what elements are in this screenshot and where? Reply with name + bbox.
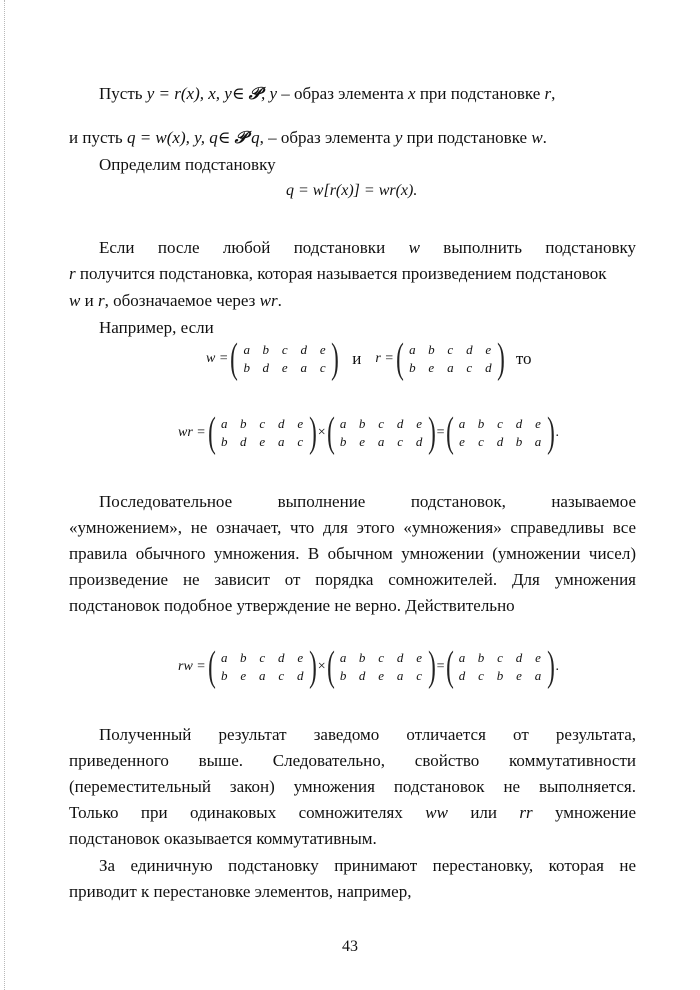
text-line: приведенного выше. Следовательно, свойство коммутативности [69, 751, 636, 770]
matrix-cell: c [497, 416, 503, 431]
matrix-cell: a [300, 360, 308, 375]
text-line: За единичную подстановку принимают перестановку, которая не [99, 856, 636, 875]
matrix-w: ( a b c d e b d e a c ) [326, 644, 436, 690]
matrix-cell: e [535, 416, 541, 431]
matrix-cell: a [409, 342, 416, 357]
matrix-cell: b [496, 668, 504, 683]
matrix-cell: e [459, 434, 465, 449]
page-edge [4, 0, 5, 990]
matrix-cell: d [277, 650, 285, 665]
matrix-cell: c [297, 434, 304, 449]
matrix-cell: a [377, 434, 385, 449]
matrix-cell: c [416, 668, 423, 683]
matrix-product-wr: wr = ( a b c d e b d e a c ) × ( a b c d e b e a c d ) = ( a b c d e e c d b a ) . [178, 410, 560, 456]
matrix-cell: c [278, 668, 285, 683]
text-line: и пусть q = w(x), y, q∈ 𝒫 q, – образ элемента y при подстановке w. [69, 128, 547, 147]
matrix-cell: a [258, 668, 266, 683]
matrix-cell: a [534, 434, 542, 449]
matrix-r: ( a b c d e b e a c d ) [207, 644, 317, 690]
matrix-cell: b [358, 416, 366, 431]
matrix-cell: a [458, 416, 466, 431]
matrix-result: ( a b c d e d c b e a ) [445, 644, 555, 690]
matrix-cell: d [300, 342, 308, 357]
matrix-r: ( a b c d e b e a c d ) [395, 336, 505, 382]
script-r-symbol: 𝒫 [248, 84, 261, 103]
matrix-cell: a [339, 650, 347, 665]
matrix-cell: e [416, 416, 423, 431]
text-line: Только при одинаковых сомножителях ww или rr умножение [69, 803, 637, 822]
matrix-cell: b [339, 668, 347, 683]
matrix-definitions: w = ( a b c d e b d e a c ) и r = ( a b c d e b e a c d ) то [206, 336, 532, 382]
matrix-cell: e [259, 434, 266, 449]
matrix-cell: e [319, 342, 326, 357]
matrix-cell: c [478, 434, 484, 449]
text-line: w и r, обозначаемое через wr. [69, 291, 282, 310]
matrix-cell: a [277, 434, 285, 449]
matrix-cell: a [243, 342, 251, 357]
matrix-cell: c [319, 360, 326, 375]
matrix-cell: d [262, 360, 270, 375]
matrix-cell: b [220, 434, 228, 449]
text-line: Последовательное выполнение подстановок, называемое [99, 492, 636, 511]
matrix-cell: b [220, 668, 228, 683]
matrix-cell: c [281, 342, 288, 357]
matrix-cell: a [534, 668, 542, 683]
matrix-cell: e [416, 650, 423, 665]
matrix-cell: b [239, 650, 247, 665]
matrix-cell: d [239, 434, 247, 449]
matrix-cell: d [296, 668, 304, 683]
matrix-cell: c [447, 342, 454, 357]
matrix-cell: e [240, 668, 247, 683]
matrix-cell: d [458, 668, 466, 683]
matrix-cell: e [297, 650, 304, 665]
text-line: подстановок подобное утверждение не верно. Действительно [69, 596, 515, 615]
matrix-cell: d [396, 650, 404, 665]
matrix-cell: a [220, 650, 228, 665]
equation-composition: q = w[r(x)] = wr(x). [286, 182, 418, 199]
matrix-cell: b [409, 360, 416, 375]
matrix-product-rw: rw = ( a b c d e b e a c d ) × ( a b c d e b d e a c ) = ( a b c d e d c b e a ) . [178, 644, 560, 690]
text-line: «умножением», не означает, что для этого «умножения» справедливы все [69, 518, 636, 537]
page-number: 43 [342, 938, 358, 955]
text-line: r получится подстановка, которая называется произведением подстановок [69, 264, 607, 283]
text-line: правила обычного умножения. В обычном умножении (умножении чисел) [69, 544, 636, 563]
matrix-cell: e [297, 416, 304, 431]
matrix-cell: e [281, 360, 288, 375]
matrix-cell: d [515, 416, 523, 431]
script-r-symbol: 𝒫 [234, 128, 247, 147]
matrix-cell: d [396, 416, 404, 431]
matrix-cell: d [496, 434, 504, 449]
matrix-cell: b [477, 650, 485, 665]
matrix-cell: d [358, 668, 366, 683]
matrix-cell: e [485, 342, 492, 357]
matrix-cell: d [485, 360, 492, 375]
text-line: подстановок оказывается коммутативным. [69, 829, 377, 848]
matrix-w: ( a b c d e b d e a c ) [230, 336, 340, 382]
matrix-cell: e [378, 668, 385, 683]
text-line: Полученный результат заведомо отличается от результата, [99, 725, 636, 744]
matrix-cell: b [262, 342, 270, 357]
matrix-cell: c [259, 650, 266, 665]
matrix-cell: b [515, 434, 523, 449]
matrix-cell: c [478, 668, 484, 683]
matrix-cell: c [378, 416, 385, 431]
matrix-cell: d [415, 434, 423, 449]
matrix-cell: c [378, 650, 385, 665]
text-line: приводит к перестановке элементов, например, [69, 882, 412, 901]
matrix-w: ( a b c d e b d e a c ) [207, 410, 317, 456]
matrix-cell: a [396, 668, 404, 683]
text-line: (переместительный закон) умножения подстановок не выполняется. [69, 777, 636, 796]
matrix-cell: e [428, 360, 435, 375]
matrix-cell: a [339, 416, 347, 431]
matrix-r: ( a b c d e b e a c d ) [326, 410, 436, 456]
matrix-cell: b [339, 434, 347, 449]
text-line: Определим подстановку [99, 155, 276, 174]
matrix-cell: a [458, 650, 466, 665]
matrix-cell: d [515, 650, 523, 665]
matrix-cell: b [358, 650, 366, 665]
matrix-cell: b [477, 416, 485, 431]
matrix-cell: b [243, 360, 251, 375]
text-line: Пусть y = r(x), x, y∈ 𝒫, y – образ элемента x при подстановке r, [99, 84, 556, 103]
matrix-cell: c [466, 360, 473, 375]
matrix-cell: d [466, 342, 473, 357]
matrix-result: ( a b c d e e c d b a ) [445, 410, 555, 456]
matrix-cell: e [516, 668, 522, 683]
matrix-cell: c [497, 650, 503, 665]
text-line: Если после любой подстановки w выполнить подстановку [99, 238, 636, 257]
text-line: произведение не зависит от порядка сомножителей. Для умножения [69, 570, 636, 589]
matrix-cell: a [447, 360, 454, 375]
matrix-cell: a [220, 416, 228, 431]
matrix-cell: c [397, 434, 404, 449]
matrix-cell: e [535, 650, 541, 665]
matrix-cell: c [259, 416, 266, 431]
matrix-cell: e [359, 434, 366, 449]
matrix-cell: b [428, 342, 435, 357]
matrix-cell: b [239, 416, 247, 431]
matrix-cell: d [277, 416, 285, 431]
text-line: Например, если [99, 318, 214, 337]
